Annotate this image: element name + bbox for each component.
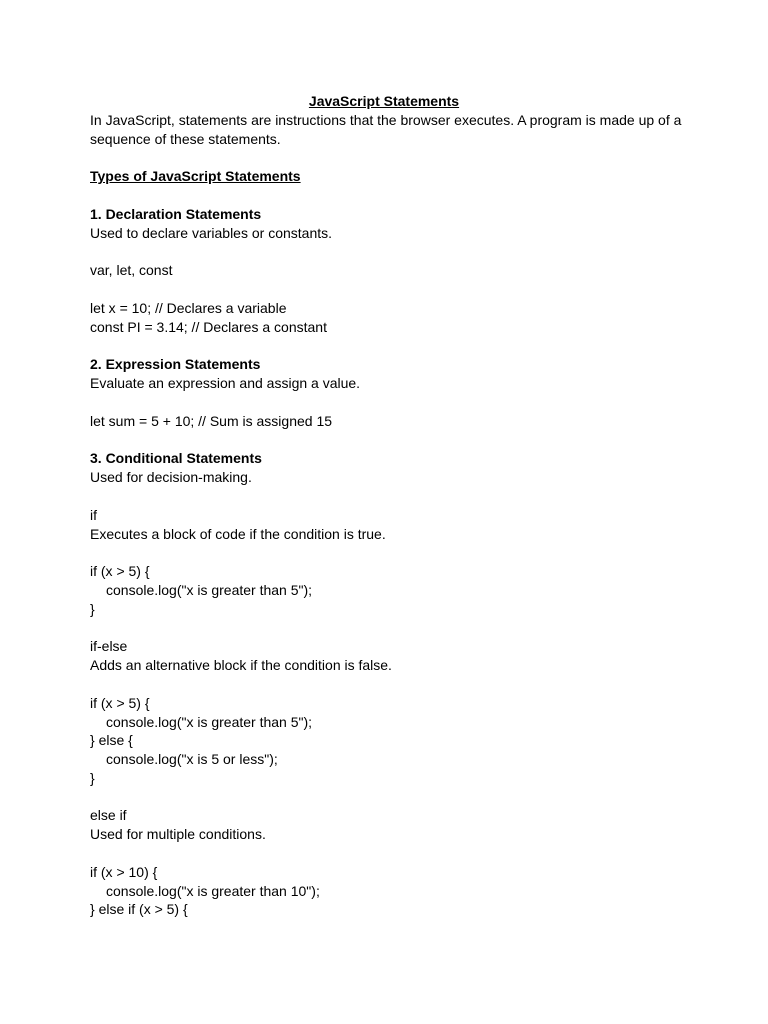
code-line: let sum = 5 + 10; // Sum is assigned 15 [90, 412, 333, 429]
blank-line [90, 675, 690, 694]
intro-text-line-1: In JavaScript, statements are instructions that the browser executes. A program is made up of a [90, 112, 682, 128]
blank-line [90, 619, 690, 638]
blank-line [90, 543, 690, 562]
blank-line [90, 487, 690, 506]
else-if-label: else if [90, 807, 127, 824]
code-line: console.log("x is 5 or less"); [106, 751, 278, 768]
conditional-description: Used for decision-making. [90, 469, 252, 486]
code-line: } [90, 600, 95, 617]
blank-line [90, 243, 690, 262]
declaration-description: Used to declare variables or constants. [90, 224, 333, 241]
document-body [90, 111, 690, 919]
code-line: if (x > 5) { [90, 694, 150, 711]
code-line: console.log("x is greater than 5"); [106, 581, 313, 598]
types-heading: Types of JavaScript Statements [90, 168, 301, 185]
blank-line [90, 788, 690, 807]
blank-line [90, 393, 690, 412]
code-line: console.log("x is greater than 5"); [106, 713, 313, 730]
expression-description: Evaluate an expression and assign a value. [90, 375, 361, 392]
if-label: if [90, 506, 97, 523]
blank-line [90, 337, 690, 356]
declaration-keywords: var, let, const [90, 262, 173, 279]
code-line: } else { [90, 732, 133, 749]
expression-heading: 2. Expression Statements [90, 356, 261, 373]
blank-line [90, 280, 690, 299]
intro-text-line-2: sequence of these statements. [90, 130, 281, 147]
code-line: console.log("x is greater than 10"); [106, 882, 320, 899]
code-line: } [90, 769, 95, 786]
conditional-heading: 3. Conditional Statements [90, 450, 262, 467]
document-title: JavaScript Statements [308, 93, 460, 109]
else-if-description: Used for multiple conditions. [90, 826, 266, 843]
blank-line [90, 431, 690, 450]
code-line: if (x > 5) { [90, 563, 150, 580]
blank-line [90, 149, 690, 168]
declaration-heading: 1. Declaration Statements [90, 205, 262, 222]
code-line: if (x > 10) { [90, 863, 158, 880]
code-line: } else if (x > 5) { [90, 901, 188, 918]
blank-line [90, 186, 690, 205]
if-else-label: if-else [90, 638, 128, 655]
blank-line [90, 844, 690, 863]
if-description: Executes a block of code if the condition is true. [90, 525, 386, 542]
code-line: let x = 10; // Declares a variable [90, 299, 287, 316]
code-line: const PI = 3.14; // Declares a constant [90, 318, 327, 335]
if-else-description: Adds an alternative block if the condition is false. [90, 657, 392, 674]
